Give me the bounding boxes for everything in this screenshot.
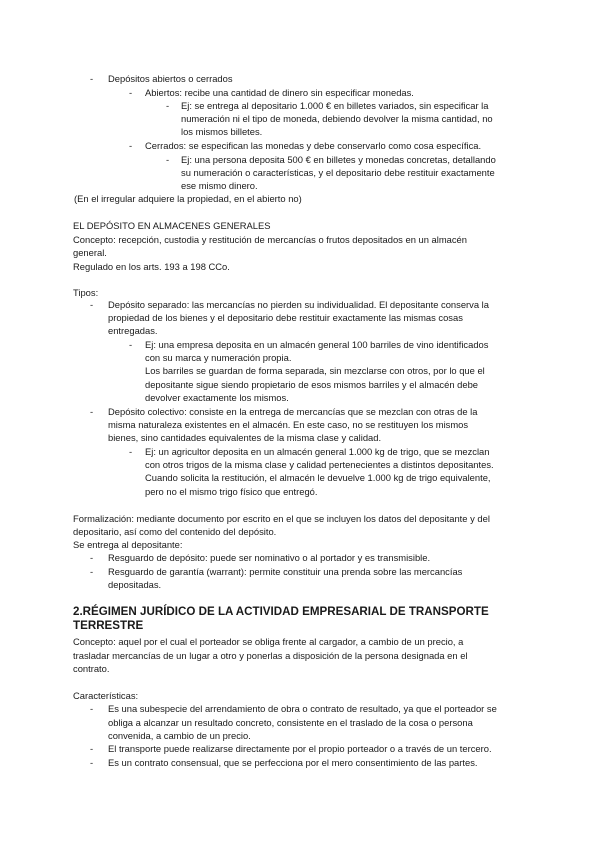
transporte-concept-line: trasladar mercancías de un lugar a otro y ponerlas a disposición de la persona designada en el xyxy=(73,650,468,661)
bullet-dash: - xyxy=(90,299,94,310)
colectivo-example-line: pero no el mismo trigo físico que entregó. xyxy=(145,486,318,497)
bullet-dash: - xyxy=(90,703,94,714)
bullet-dash: - xyxy=(166,100,170,111)
colectivo-example-line: Ej: un agricultor deposita en un almacén general 1.000 kg de trigo, que se mezclan xyxy=(145,446,490,457)
bullet-dash: - xyxy=(129,140,133,151)
colectivo-line: Depósito colectivo: consiste en la entrega de mercancías que se mezclan con otras de la xyxy=(108,406,478,417)
caracteristicas-label: Características: xyxy=(73,690,139,701)
transporte-concept-line: Concepto: aquel por el cual el porteador se obliga frente al cargador, a cambio de un precio, a xyxy=(73,636,464,647)
caracteristica-1-line: Es una subespecie del arrendamiento de obra o contrato de resultado, ya que el porteador se xyxy=(108,703,497,714)
cerrados-line: Cerrados: se especifican las monedas y debe conservarlo como cosa específica. xyxy=(145,140,482,151)
cerrados-example-line: ese mismo dinero. xyxy=(181,180,258,191)
almacenes-concept-line: Concepto: recepción, custodia y restitución de mercancías o frutos depositados en un almacén xyxy=(73,234,467,245)
separado-line: propiedad de los bienes y el depositario debe restituir exactamente las mismas cosas xyxy=(108,312,463,323)
caracteristica-1-line: obliga a alcanzar un resultado concreto, consistente en el traslado de la cosa o persona xyxy=(108,717,473,728)
colectivo-line: bienes, sino cantidades equivalentes de la misma clase y calidad. xyxy=(108,432,382,443)
abiertos-line: Abiertos: recibe una cantidad de dinero sin especificar monedas. xyxy=(145,87,414,98)
separado-example-line: Ej: una empresa deposita en un almacén general 100 barriles de vino identificados xyxy=(145,339,489,350)
bullet-dash: - xyxy=(90,743,94,754)
separado-example-line: devolver exactamente los mismos. xyxy=(145,392,289,403)
bullet-depositos-abiertos-cerrados: Depósitos abiertos o cerrados xyxy=(108,73,233,84)
caracteristica-3: Es un contrato consensual, que se perfecciona por el mero consentimiento de las partes. xyxy=(108,757,478,768)
formalizacion-line: Formalización: mediante documento por escrito en el que se incluyen los datos del depositante y del xyxy=(73,513,490,524)
caracteristica-1-line: convenida, a cambio de un precio. xyxy=(108,730,251,741)
bullet-dash: - xyxy=(90,757,94,768)
bullet-dash: - xyxy=(129,339,133,350)
bullet-dash: - xyxy=(129,446,133,457)
tipos-label: Tipos: xyxy=(73,287,99,298)
colectivo-line: misma naturaleza existentes en el almacén. En este caso, no se restituyen los mismos xyxy=(108,419,469,430)
cerrados-example-line: su numeración o características, y el depositario debe restituir exactamente xyxy=(181,167,495,178)
section-2-title: TERRESTRE xyxy=(73,619,144,632)
caracteristica-2: El transporte puede realizarse directamente por el propio porteador o a través de un tercero. xyxy=(108,743,492,754)
bullet-dash: - xyxy=(90,73,94,84)
almacenes-regulated: Regulado en los arts. 193 a 198 CCo. xyxy=(73,261,230,272)
abiertos-example-line: los mismos billetes. xyxy=(181,126,263,137)
transporte-concept-line: contrato. xyxy=(73,663,110,674)
bullet-dash: - xyxy=(166,154,170,165)
almacenes-concept-line: general. xyxy=(73,247,107,258)
separado-example-line: con su marca y numeración propia. xyxy=(145,352,292,363)
bullet-dash: - xyxy=(90,566,94,577)
abiertos-example-line: numeración ni el tipo de moneda, debiendo devolver la misma cantidad, no xyxy=(181,113,493,124)
section-2-title: 2.RÉGIMEN JURÍDICO DE LA ACTIVIDAD EMPRESARIAL DE TRANSPORTE xyxy=(73,605,489,618)
bullet-dash: - xyxy=(90,552,94,563)
colectivo-example-line: Cuando solicita la restitución, el almacén le devuelve 1.000 kg de trigo equivalente, xyxy=(145,472,491,483)
abiertos-example-line: Ej: se entrega al depositario 1.000 € en billetes variados, sin especificar la xyxy=(181,100,489,111)
separado-example-line: Los barriles se guardan de forma separada, sin mezclarse con otros, por lo que el xyxy=(145,365,485,376)
separado-example-line: depositante sigue siendo propietario de esos mismos barriles y el almacén debe xyxy=(145,379,479,390)
separado-line: entregadas. xyxy=(108,325,158,336)
bullet-dash: - xyxy=(129,87,133,98)
formalizacion-line: depositario, así como del contenido del depósito. xyxy=(73,526,277,537)
irregular-note: (En el irregular adquiere la propiedad, en el abierto no) xyxy=(74,193,302,204)
resguardo-garantia-line: depositadas. xyxy=(108,579,162,590)
entrega-label: Se entrega al depositante: xyxy=(73,539,183,550)
section-title-almacenes: EL DEPÓSITO EN ALMACENES GENERALES xyxy=(73,220,271,231)
separado-line: Depósito separado: las mercancías no pierden su individualidad. El depositante conserva la xyxy=(108,299,489,310)
resguardo-deposito: Resguardo de depósito: puede ser nominativo o al portador y es transmisible. xyxy=(108,552,431,563)
resguardo-garantia-line: Resguardo de garantía (warrant): permite constituir una prenda sobre las mercancías xyxy=(108,566,463,577)
colectivo-example-line: con otros trigos de la misma clase y calidad pertenecientes a distintos depositantes. xyxy=(145,459,494,470)
cerrados-example-line: Ej: una persona deposita 500 € en billetes y monedas concretas, detallando xyxy=(181,154,496,165)
bullet-dash: - xyxy=(90,406,94,417)
